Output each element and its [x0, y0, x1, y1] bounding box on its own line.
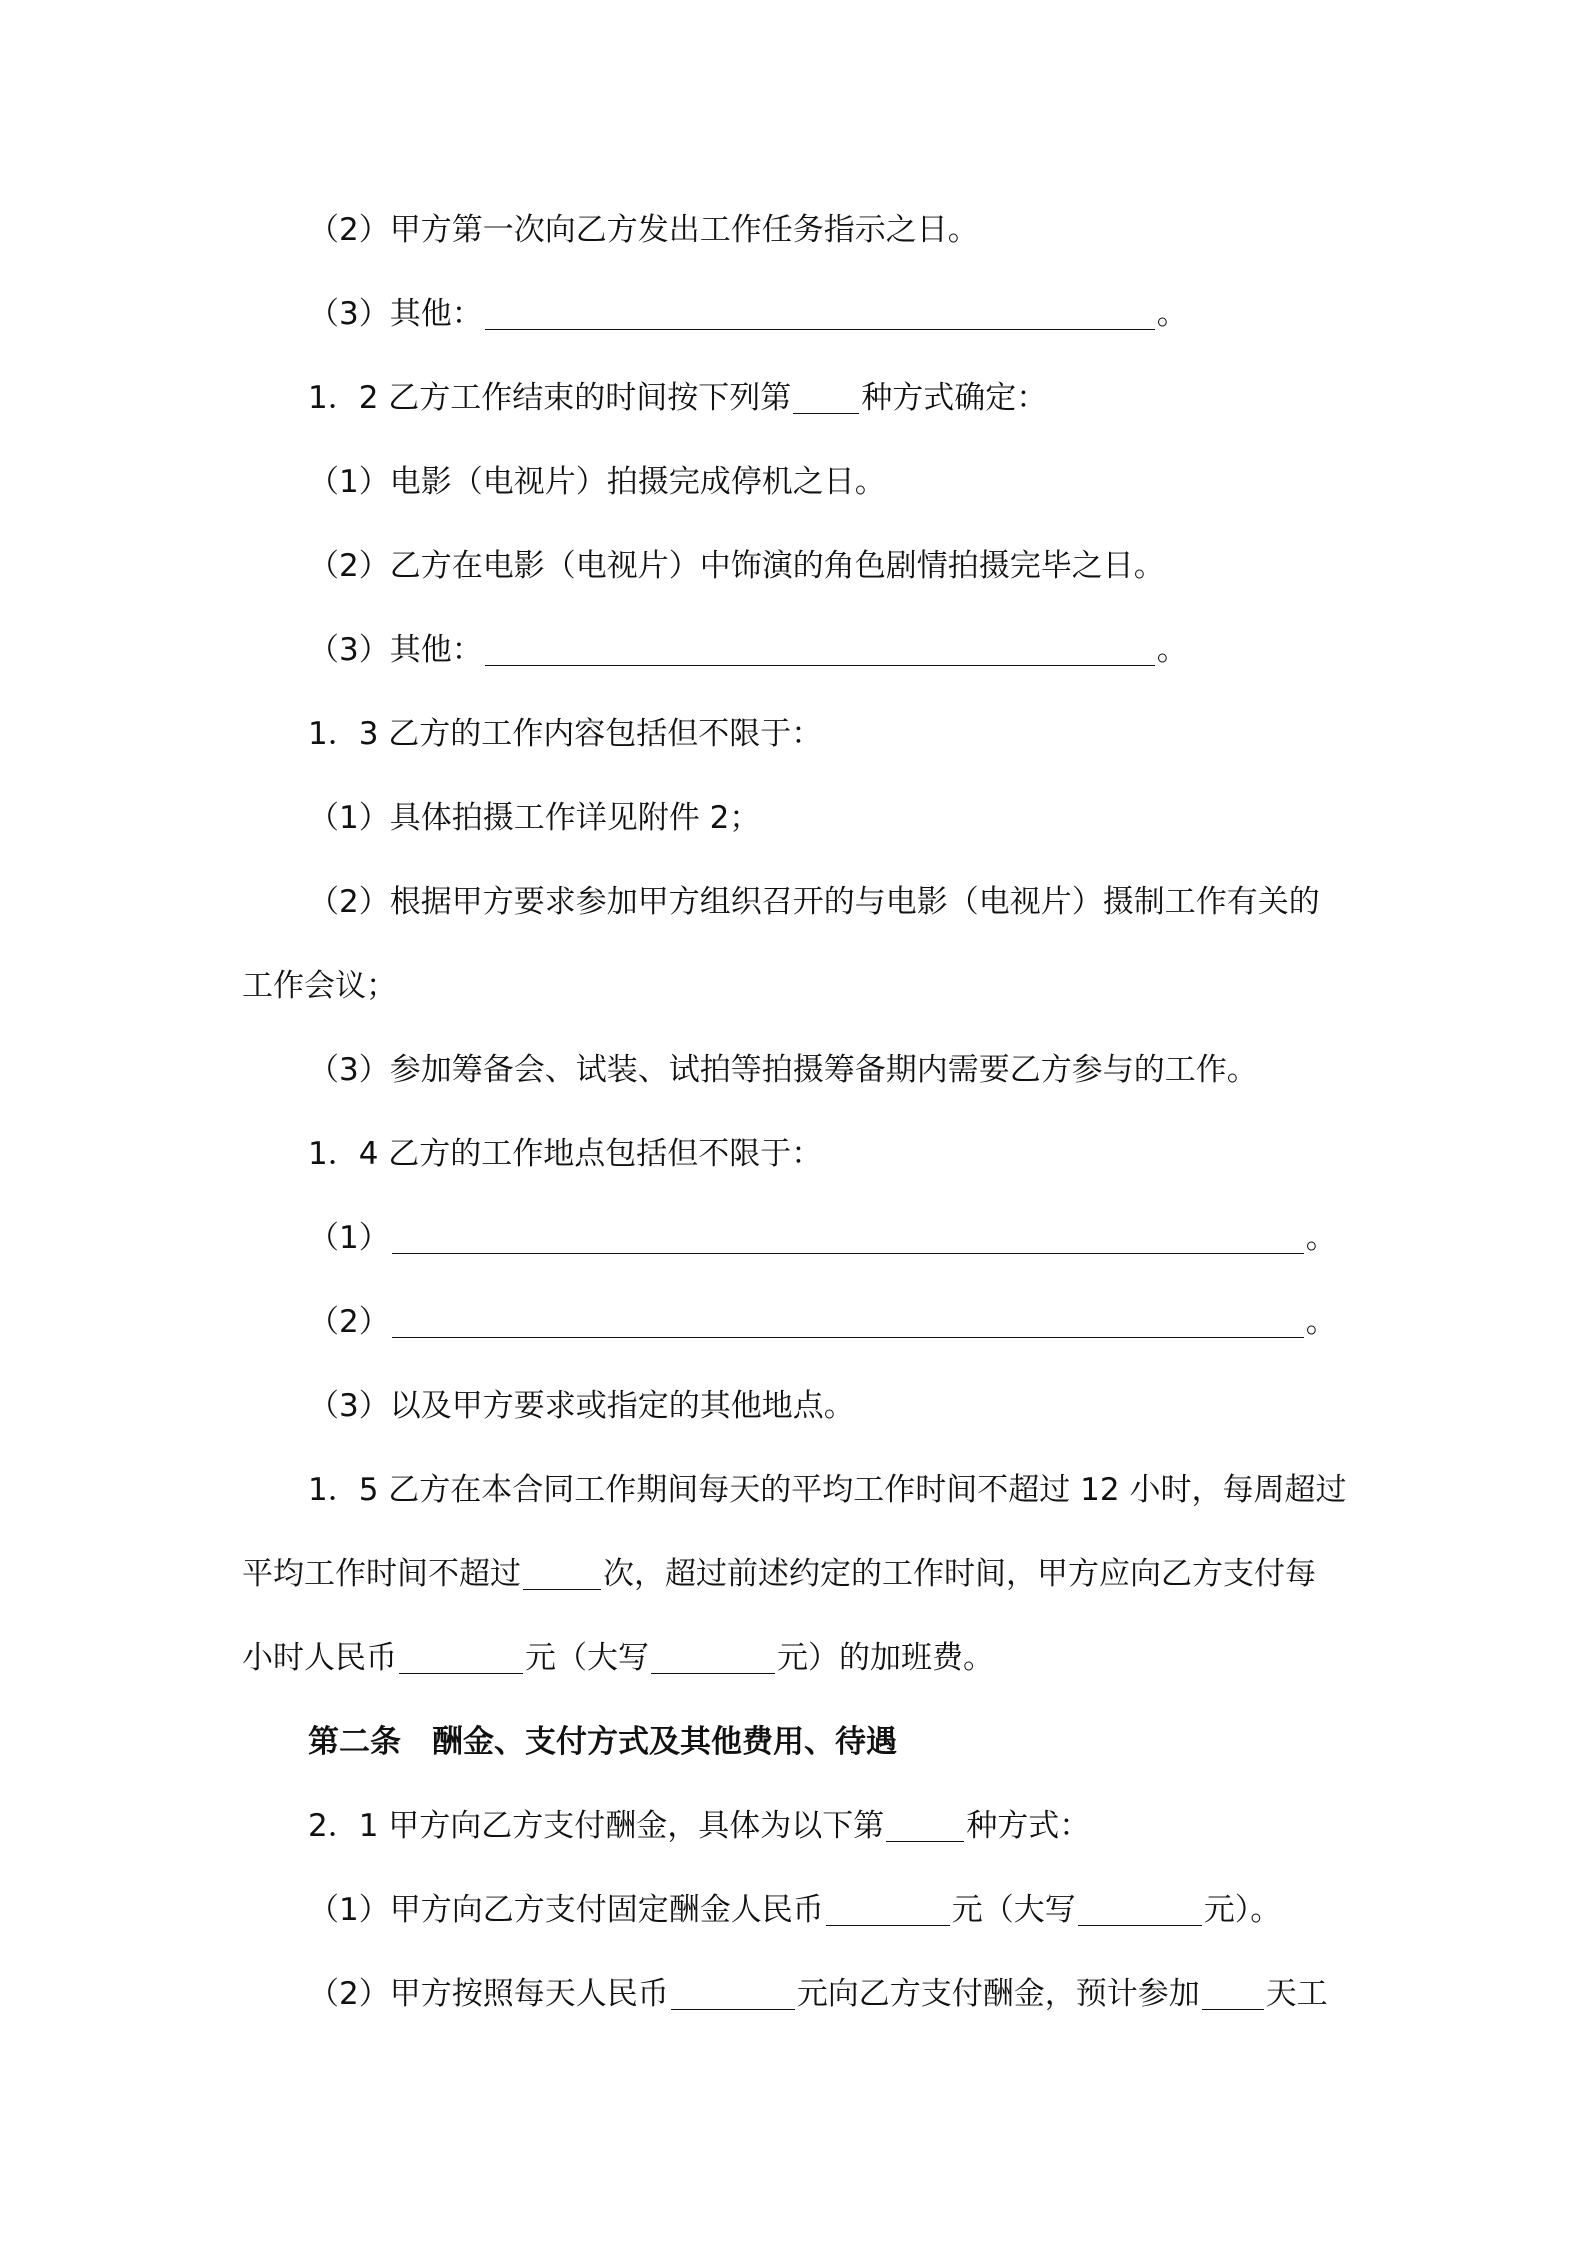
text-line — [308, 378, 1047, 418]
fill-in-blank — [886, 1840, 964, 1842]
line-text: 1．2 乙方工作结束的时间按下列第 — [308, 380, 792, 416]
line-text: 种方式： — [966, 1808, 1091, 1844]
fill-in-blank — [485, 664, 1155, 666]
fill-in-blank — [485, 328, 1155, 330]
text-line — [308, 462, 886, 502]
fill-in-blank — [392, 1336, 1304, 1338]
line-text: 第二条 酬金、支付方式及其他费用、待遇 — [308, 1724, 897, 1760]
text-line — [308, 1470, 1346, 1510]
line-text: （3）以及甲方要求或指定的其他地点。 — [308, 1388, 855, 1424]
line-text: （2）根据甲方要求参加甲方组织召开的与电影（电视片）摄制工作有关的 — [308, 884, 1320, 920]
text-line — [308, 1890, 1281, 1930]
section-heading — [308, 1722, 897, 1762]
line-text: 工作会议； — [242, 968, 397, 1004]
line-text: （1）具体拍摄工作详见附件 2； — [308, 800, 761, 836]
text-line — [308, 546, 1165, 586]
fill-in-blank — [1202, 2008, 1264, 2010]
text-line — [308, 714, 822, 754]
line-text: （2）甲方第一次向乙方发出工作任务指示之日。 — [308, 212, 979, 248]
line-text: （3）参加筹备会、试装、试拍等拍摄筹备期内需要乙方参与的工作。 — [308, 1052, 1258, 1088]
text-line — [242, 1638, 994, 1678]
line-text: 2．1 甲方向乙方支付酬金，具体为以下第 — [308, 1808, 885, 1844]
line-text: 1．3 乙方的工作内容包括但不限于： — [308, 716, 823, 752]
line-text: （2）乙方在电影（电视片）中饰演的角色剧情拍摄完毕之日。 — [308, 548, 1165, 584]
line-text: 种方式确定： — [861, 380, 1048, 416]
text-line — [308, 630, 1188, 670]
text-line — [308, 882, 1320, 922]
line-text: 元（大写 — [951, 1892, 1076, 1928]
line-text: （2）甲方按照每天人民币 — [308, 1976, 669, 2012]
line-text: 1．5 乙方在本合同工作期间每天的平均工作时间不超过 12 小时，每周超过 — [308, 1472, 1347, 1508]
line-text: （3）其他： — [308, 632, 483, 668]
text-line — [242, 966, 397, 1006]
text-line — [308, 1218, 1337, 1258]
fill-in-blank — [392, 1252, 1304, 1254]
line-text: （3）其他： — [308, 296, 483, 332]
line-text: 元（大写 — [525, 1640, 649, 1676]
line-text: 。 — [1156, 632, 1188, 668]
text-line — [308, 1134, 822, 1174]
line-text: （2） — [308, 1304, 390, 1340]
text-line — [308, 1386, 855, 1426]
text-line — [308, 798, 760, 838]
line-text: 。 — [1305, 1304, 1337, 1340]
line-text: （1） — [308, 1220, 390, 1256]
text-line — [308, 1050, 1258, 1090]
fill-in-blank — [671, 2008, 795, 2010]
line-text: 次，超过前述约定的工作时间，甲方应向乙方支付每 — [603, 1556, 1316, 1592]
fill-in-blank — [399, 1672, 523, 1674]
line-text: 元向乙方支付酬金，预计参加 — [796, 1976, 1200, 2012]
fill-in-blank — [793, 412, 859, 414]
text-line — [308, 1974, 1328, 2014]
fill-in-blank — [826, 1924, 950, 1926]
line-text: 。 — [1305, 1220, 1337, 1256]
line-text: 元）的加班费。 — [777, 1640, 994, 1676]
line-text: 天工 — [1265, 1976, 1328, 2012]
line-text: 元）。 — [1203, 1892, 1282, 1928]
text-line — [242, 1554, 1316, 1594]
text-line — [308, 1302, 1337, 1342]
line-text: 。 — [1156, 296, 1188, 332]
line-text: 平均工作时间不超过 — [242, 1556, 521, 1592]
line-text: （1）电影（电视片）拍摄完成停机之日。 — [308, 464, 886, 500]
text-line — [308, 1806, 1090, 1846]
line-text: （1）甲方向乙方支付固定酬金人民币 — [308, 1892, 824, 1928]
fill-in-blank — [1078, 1924, 1202, 1926]
text-line — [308, 210, 979, 250]
fill-in-blank — [523, 1588, 601, 1590]
line-text: 小时人民币 — [242, 1640, 397, 1676]
line-text: 1．4 乙方的工作地点包括但不限于： — [308, 1136, 823, 1172]
text-line — [308, 294, 1188, 334]
fill-in-blank — [651, 1672, 775, 1674]
